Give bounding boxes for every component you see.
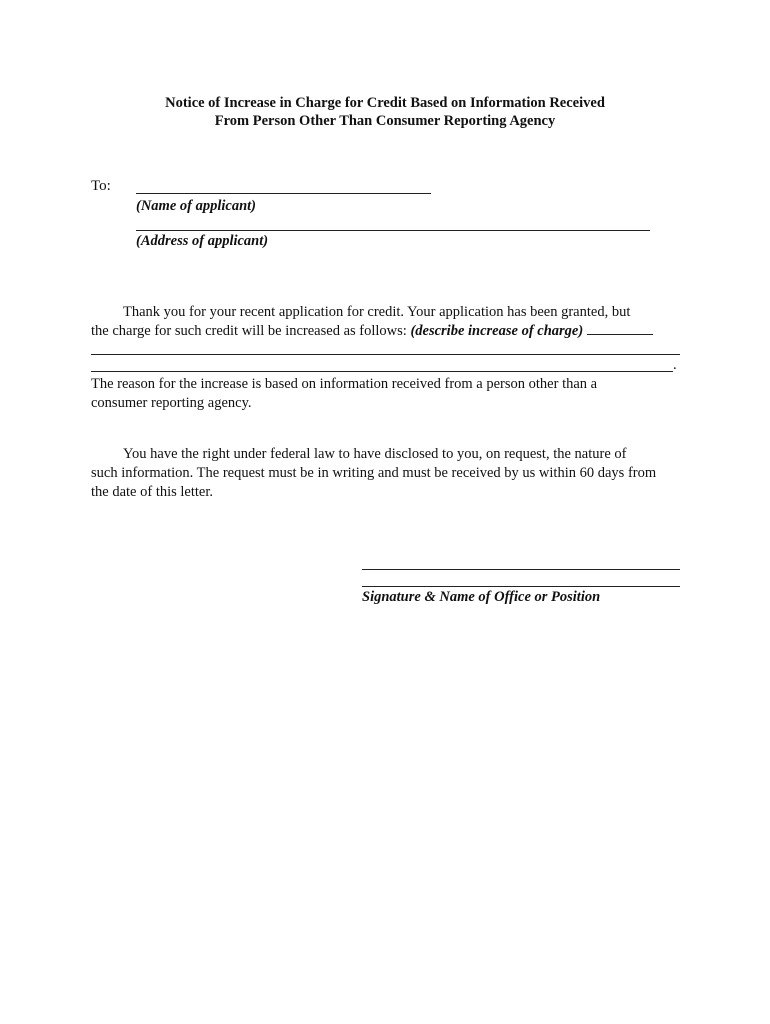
- signature-line-1: [362, 569, 680, 570]
- line-period: .: [673, 357, 677, 373]
- applicant-address-line: [136, 230, 650, 231]
- paragraph-1-line-4: consumer reporting agency.: [91, 395, 252, 411]
- paragraph-2-line-3: the date of this letter.: [91, 484, 214, 500]
- paragraph-1-line-1: [91, 303, 691, 322]
- signature-line-2: [362, 586, 680, 587]
- increase-description-blank: [587, 322, 653, 335]
- document-title-line-2: From Person Other Than Consumer Reporting Agency: [214, 113, 556, 129]
- increase-description-label: (describe increase of charge): [410, 323, 584, 339]
- document-title-line-1: Notice of Increase in Charge for Credit Based on Information Received: [165, 95, 605, 111]
- paragraph-1-line-3: The reason for the increase is based on information received from a person other than a: [91, 376, 598, 392]
- paragraph-1-line-1-text: Thank you for your recent application for credit. Your application has been granted, but: [123, 304, 631, 320]
- increase-description-line-1: [91, 354, 680, 355]
- paragraph-1-line-2: [91, 322, 691, 341]
- to-label: To:: [91, 178, 111, 194]
- paragraph-2-line-2: such information. The request must be in writing and must be received by us within 60 days from: [91, 465, 657, 481]
- paragraph-2-line-1: [91, 445, 691, 464]
- increase-description-line-2: [91, 371, 673, 372]
- paragraph-1-line-2-text: the charge for such credit will be increased as follows:: [91, 323, 411, 339]
- paragraph-2-line-1-text: You have the right under federal law to have disclosed to you, on request, the nature of: [123, 446, 627, 462]
- applicant-name-caption: (Name of applicant): [136, 198, 257, 214]
- applicant-address-caption: (Address of applicant): [136, 233, 269, 249]
- applicant-name-line: [136, 193, 431, 194]
- signature-caption: Signature & Name of Office or Position: [362, 589, 601, 605]
